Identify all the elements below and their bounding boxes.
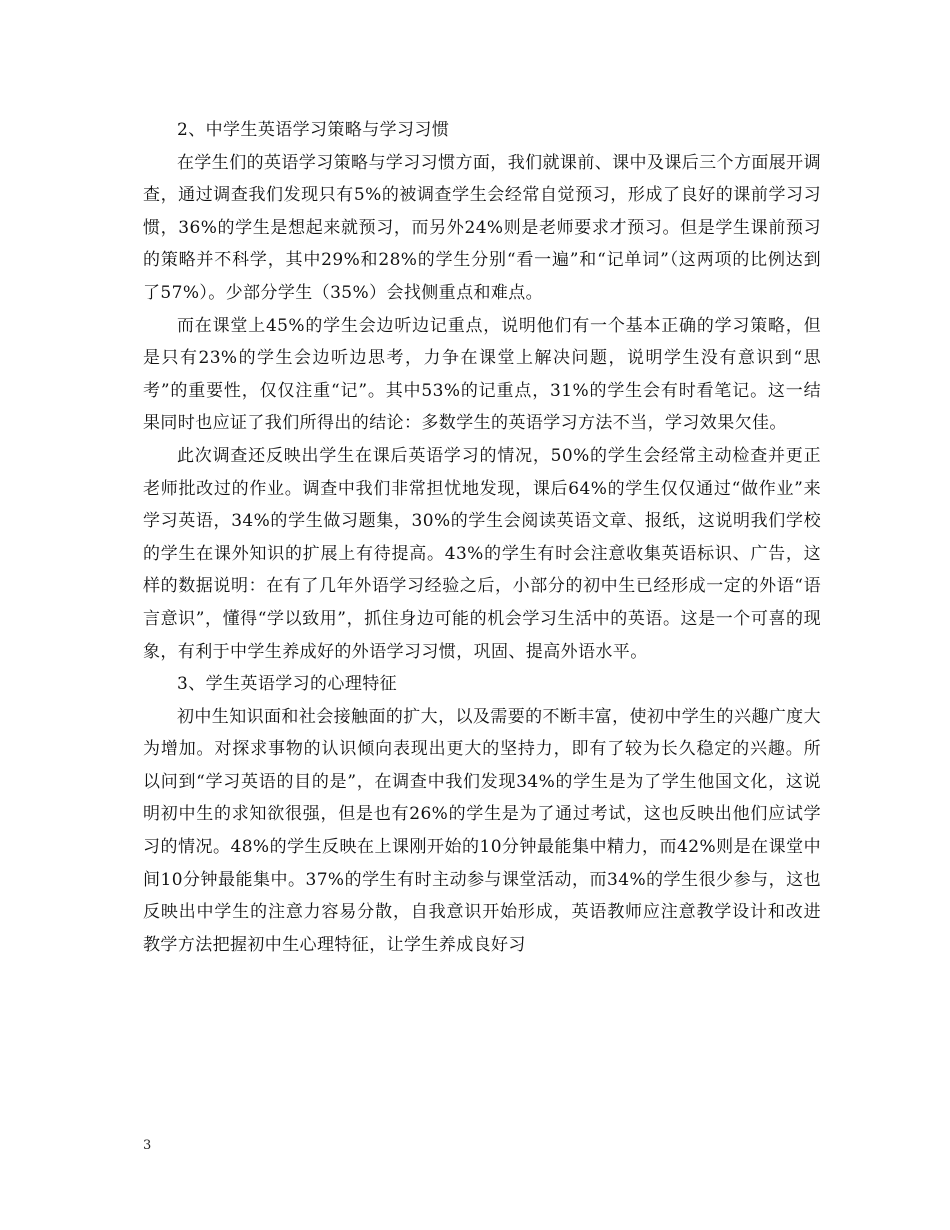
- paragraph-psychology: 初中生知识面和社会接触面的扩大，以及需要的不断丰富，使初中学生的兴趣广度大为增加。对探求事物的认识倾向表现出更大的坚持力，即有了较为长久稳定的兴趣。所以问到“学习英语的目的是”，在调查中我们发现34%的学生是为了学生他国文化，这说明初中生的求知欲很强，但是也有26%的学生是为了通过考试，这也反映出他们应试学习的情况。48%的学生反映在上课刚开始的10分钟最能集中精力，而42%则是在课堂中间10分钟最能集中。37%的学生有时主动参与课堂活动，而34%的学生很少参与，这也反映出中学生的注意力容易分散，自我意识开始形成，英语教师应注意教学设计和改进教学方法把握初中生心理特征，让学生养成良好习: [143, 706, 821, 955]
- section-heading-3: 3、学生英语学习的心理特征: [177, 674, 398, 695]
- page-number: 3: [143, 1138, 152, 1153]
- paragraph-study-habits: 在学生们的英语学习策略与学习习惯方面，我们就课前、课中及课后三个方面展开调查，通过调查我们发现只有5%的被调查学生会经常自觉预习，形成了良好的课前学习习惯，36%的学生是想起来就预习，而另外24%则是老师要求才预习。但是学生课前预习的策略并不科学，其中29%和28%的学生分别“看一遍”和“记单词”（这两项的比例达到了57%）。少部分学生（35%）会找侧重点和难点。: [143, 152, 821, 303]
- paragraph-after-class: 此次调查还反映出学生在课后英语学习的情况，50%的学生会经常主动检查并更正老师批改过的作业。调查中我们非常担忧地发现，课后64%的学生仅仅通过“做作业”来学习英语，34%的学生做习题集，30%的学生会阅读英语文章、报纸，这说明我们学校的学生在课外知识的扩展上有待提高。43%的学生有时会注意收集英语标识、广告，这样的数据说明：在有了几年外语学习经验之后，小部分的初中生已经形成一定的外语“语言意识”，懂得“学以致用”，抓住身边可能的机会学习生活中的英语。这是一个可喜的现象，有利于中学生养成好的外语学习习惯，巩固、提高外语水平。: [143, 445, 821, 662]
- document-body: [143, 114, 821, 961]
- paragraph-in-class-strategy: 而在课堂上45%的学生会边听边记重点，说明他们有一个基本正确的学习策略，但是只有23%的学生会边听边思考，力争在课堂上解决问题，说明学生没有意识到“思考”的重要性，仅仅注重“记”。其中53%的记重点，31%的学生会有时看笔记。这一结果同时也应证了我们所得出的结论：多数学生的英语学习方法不当，学习效果欠佳。: [143, 315, 821, 434]
- section-heading-2: 2、中学生英语学习策略与学习习惯: [177, 120, 450, 140]
